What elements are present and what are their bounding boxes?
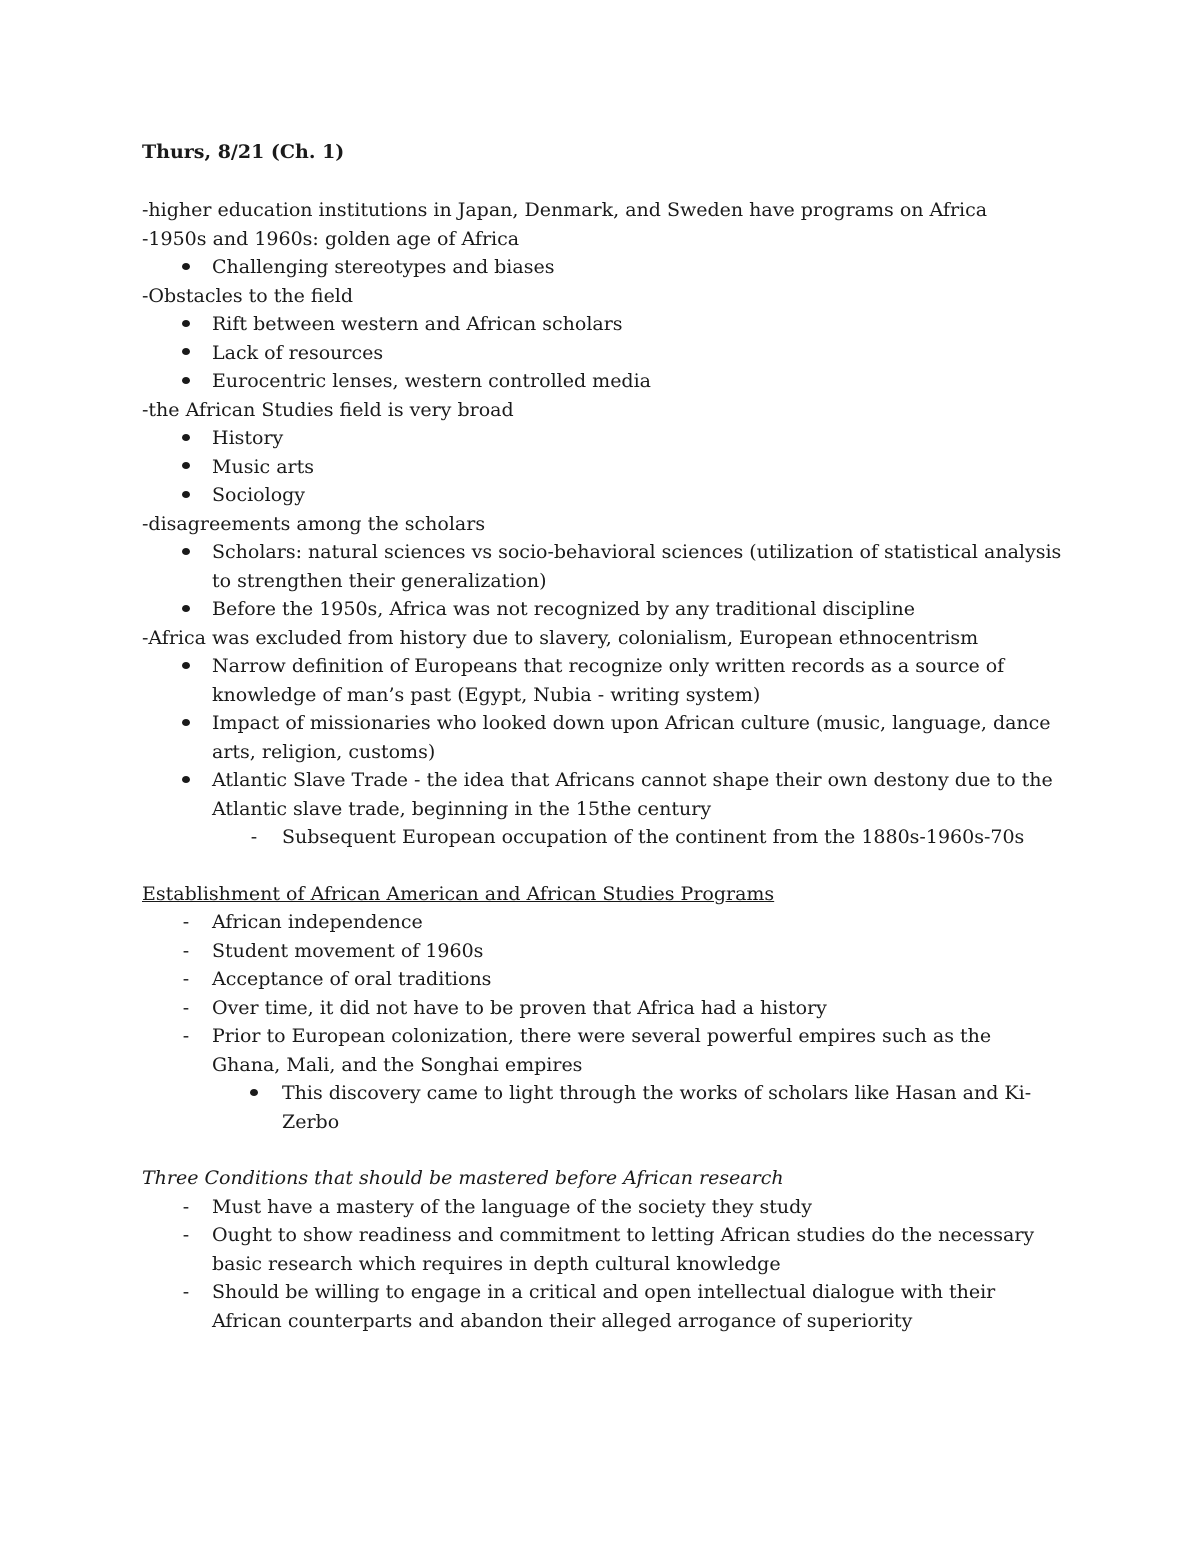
section-heading-programs: Establishment of African American and African Studies Programs [142,882,775,905]
notes-page [142,138,1062,1335]
bullet-icon [176,310,196,339]
bullet-icon [176,595,196,624]
sub-bullet-text: This discovery came to light through the works of scholars like Hasan and Ki-Zerbo [282,1082,1032,1133]
dash-icon: - [182,1025,190,1047]
bullet-icon [176,766,196,795]
dash-item-text: African independence [212,911,423,933]
bullet-text: History [212,427,284,449]
dash-icon: - [182,1224,190,1246]
dash-icon: - [182,996,190,1019]
bullet-icon [176,453,196,482]
dash-item [142,994,1062,1023]
dash-icon: - [182,939,190,962]
bullet-item [142,709,1062,766]
bullet-icon [176,538,196,567]
note-line: -1950s and 1960s: golden age of Africa [142,227,520,250]
bullet-item [142,453,1062,482]
bullet-icon [176,253,196,282]
dash-item [142,1022,1062,1079]
note-line: -Obstacles to the field [142,284,354,307]
dash-icon: - [250,826,258,848]
bullet-item [142,652,1062,709]
page-title: Thurs, 8/21 (Ch. 1) [142,141,345,163]
dash-item-text: Should be willing to engage in a critical and open intellectual dialogue with their African counterparts and abandon their alleged arrogance of superiority [212,1281,996,1332]
sub-bullet-text: Subsequent European occupation of the continent from the 1880s-1960s-70s [282,826,1025,848]
sub-bullet-item [142,1079,1062,1136]
bullet-icon [176,652,196,681]
bullet-text: Lack of resources [212,341,384,364]
bullet-item [142,310,1062,339]
bullet-text: Eurocentric lenses, western controlled media [212,370,652,392]
bullet-item [142,253,1062,282]
bullet-text: Atlantic Slave Trade - the idea that Africans cannot shape their own destony due to the Atlantic slave trade, beginning in the 15the century [212,769,1053,820]
bullet-item [142,538,1062,595]
dash-item-text: Student movement of 1960s [212,939,484,962]
dash-item-text: Must have a mastery of the language of the society they study [212,1195,813,1218]
bullet-icon [176,339,196,368]
bullet-text: Music arts [212,455,314,478]
dash-icon: - [182,1195,190,1218]
bullet-text: Challenging stereotypes and biases [212,256,555,278]
dash-item [142,908,1062,937]
dash-item-text: Over time, it did not have to be proven that Africa had a history [212,996,827,1019]
dash-icon: - [182,911,190,933]
dash-item-text: Prior to European colonization, there were several powerful empires such as the Ghana, Mali, and the Songhai empires [212,1025,992,1076]
bullet-item [142,339,1062,368]
bullet-text: Before the 1950s, Africa was not recognized by any traditional discipline [212,598,915,620]
bullet-text: Narrow definition of Europeans that recognize only written records as a source of knowledge of man’s past (Egypt, Nubia - writing system) [212,655,1005,706]
sub-bullet-item [142,823,1062,852]
dash-icon: - [182,968,190,990]
note-line: -Africa was excluded from history due to slavery, colonialism, European ethnocentrism [142,626,979,649]
dash-item [142,1278,1062,1335]
section-heading-conditions: Three Conditions that should be mastered before African research [142,1167,784,1189]
note-line: -higher education institutions in Japan, Denmark, and Sweden have programs on Africa [142,199,988,221]
bullet-item [142,424,1062,453]
dash-item [142,1221,1062,1278]
dash-icon: - [182,1281,190,1303]
bullet-icon [176,709,196,738]
note-line: -the African Studies field is very broad [142,398,514,421]
bullet-text: Scholars: natural sciences vs socio-behavioral sciences (utilization of statistical analysis to strengthen their generalization) [212,541,1062,592]
bullet-icon [244,1079,264,1108]
dash-item [142,1193,1062,1222]
bullet-item [142,367,1062,396]
bullet-icon [176,424,196,453]
dash-item [142,965,1062,994]
bullet-item [142,766,1062,823]
bullet-icon [176,367,196,396]
bullet-text: Rift between western and African scholars [212,313,623,335]
bullet-text: Sociology [212,484,306,506]
dash-item-text: Acceptance of oral traditions [212,968,492,990]
bullet-text: Impact of missionaries who looked down upon African culture (music, language, dance arts, religion, customs) [212,712,1051,763]
bullet-item [142,481,1062,510]
bullet-icon [176,481,196,510]
bullet-item [142,595,1062,624]
note-line: -disagreements among the scholars [142,512,486,535]
dash-item [142,937,1062,966]
dash-item-text: Ought to show readiness and commitment to letting African studies do the necessary basic research which requires in depth cultural knowledge [212,1224,1035,1275]
